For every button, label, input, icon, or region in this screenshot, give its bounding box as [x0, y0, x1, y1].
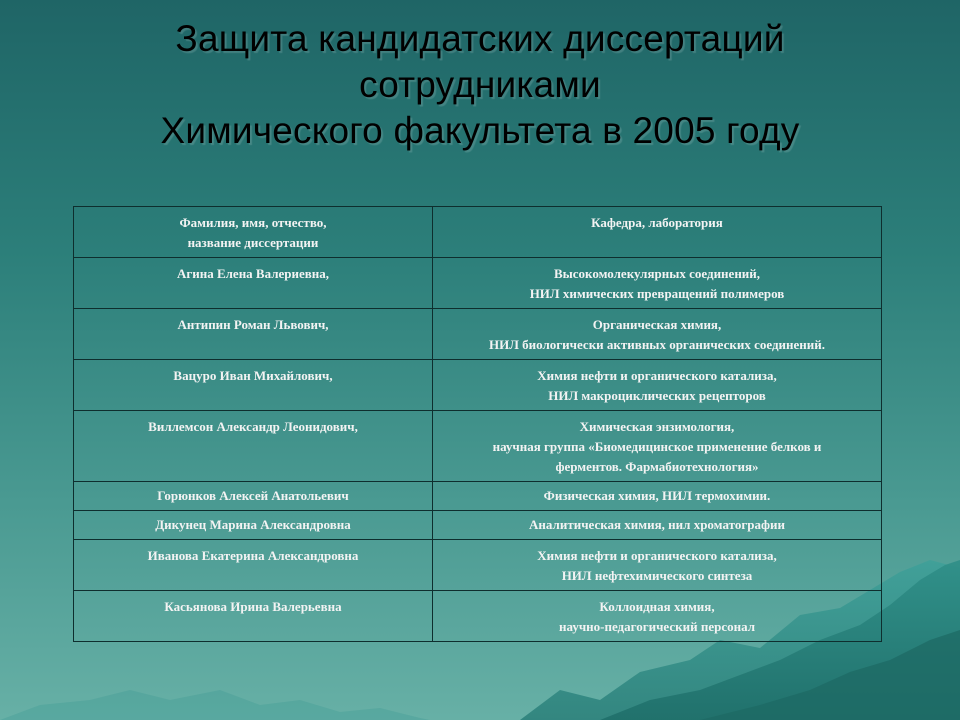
dept-cell — [433, 540, 882, 591]
name-cell: Вацуро Иван Михайлович, — [74, 360, 433, 411]
dept-line: Химия нефти и органического катализа, — [537, 368, 777, 383]
header-dept-label: Кафедра, лаборатория — [591, 215, 723, 230]
dept-line: ферментов. Фармабиотехнология» — [555, 459, 759, 474]
name-cell: Антипин Роман Львович, — [74, 309, 433, 360]
dept-line: Коллоидная химия, — [599, 599, 715, 614]
dept-line: Аналитическая химия, нил хроматографии — [529, 517, 785, 532]
dept-cell — [433, 360, 882, 411]
name-cell: Дикунец Марина Александровна — [74, 511, 433, 540]
dept-cell — [433, 309, 882, 360]
dept-line: НИЛ нефтехимического синтеза — [561, 568, 753, 583]
dissertations-table — [73, 206, 882, 642]
dept-cell — [433, 258, 882, 309]
dept-line: НИЛ макроциклических рецепторов — [548, 388, 766, 403]
name-cell: Касьянова Ирина Валерьевна — [74, 591, 433, 642]
dept-line: Химия нефти и органического катализа, — [537, 548, 777, 563]
header-name-cell — [74, 207, 433, 258]
name-cell: Виллемсон Александр Леонидович, — [74, 411, 433, 482]
dept-cell — [433, 591, 882, 642]
title-line-2: сотрудниками — [359, 64, 601, 105]
name-cell: Горюнков Алексей Анатольевич — [74, 482, 433, 511]
dept-cell — [433, 511, 882, 540]
dept-line: Высокомолекулярных соединений, — [553, 266, 761, 281]
dept-line: научно-педагогический персонал — [558, 619, 756, 634]
table-row — [74, 482, 882, 511]
dept-line: Физическая химия, НИЛ термохимии. — [543, 488, 771, 503]
dept-line: Органическая химия, — [592, 317, 722, 332]
name-cell: Агина Елена Валериевна, — [74, 258, 433, 309]
dept-line: НИЛ биологически активных органических соединений. — [489, 337, 825, 352]
table-row — [74, 360, 882, 411]
table-row — [74, 540, 882, 591]
table-row — [74, 309, 882, 360]
table-row — [74, 411, 882, 482]
title-line-3: Химического факультета в 2005 году — [160, 110, 800, 151]
name-cell: Иванова Екатерина Александровна — [74, 540, 433, 591]
dept-line: НИЛ химических превращений полимеров — [529, 286, 785, 301]
header-dept-cell — [433, 207, 882, 258]
table-row — [74, 591, 882, 642]
title-line-1: Защита кандидатских диссертаций — [175, 18, 785, 59]
dept-cell — [433, 482, 882, 511]
dept-line: Химическая энзимология, — [579, 419, 735, 434]
header-name-line-2: название диссертации — [187, 235, 319, 250]
table-row — [74, 511, 882, 540]
dept-cell — [433, 411, 882, 482]
table-header-row — [74, 207, 882, 258]
table-row — [74, 258, 882, 309]
header-name-line-1: Фамилия, имя, отчество, — [179, 215, 327, 230]
dept-line: научная группа «Биомедицинское применение белков и — [492, 439, 822, 454]
dissertations-table-container — [73, 206, 882, 642]
slide-title — [0, 16, 960, 154]
